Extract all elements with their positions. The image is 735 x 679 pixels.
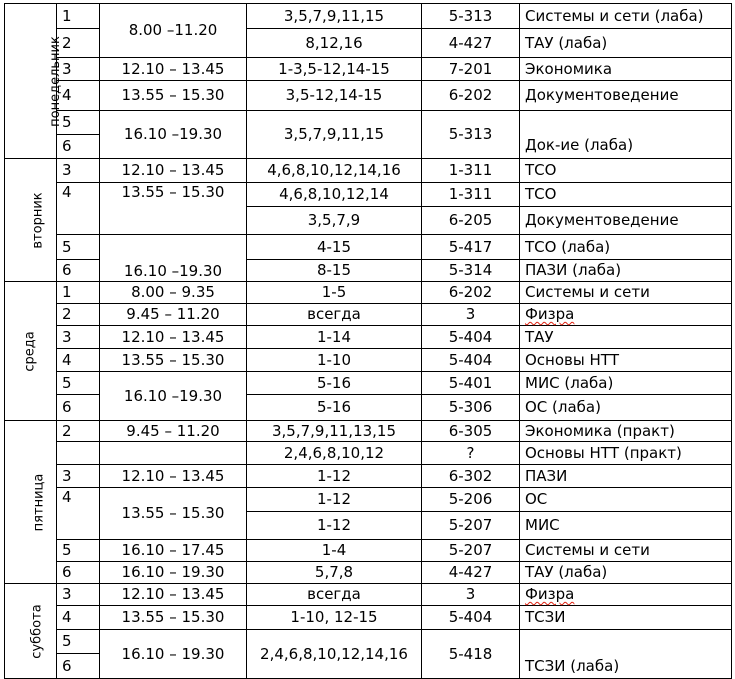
lesson-weeks: всегда (247, 304, 422, 326)
lesson-number: 3 (57, 584, 100, 606)
table-row (5, 562, 732, 584)
lesson-time: 16.10 – 19.30 (100, 562, 247, 584)
lesson-subject: Системы и сети (лаба) (520, 4, 732, 29)
lesson-subject: МИС (лаба) (520, 372, 732, 395)
lesson-weeks: 1-5 (247, 282, 422, 304)
lesson-weeks: 3,5,7,9 (247, 207, 422, 235)
lesson-room: 5-313 (422, 4, 520, 29)
lesson-number: 5 (57, 235, 100, 260)
lesson-weeks: 3,5,7,9,11,13,15 (247, 421, 422, 442)
lesson-weeks: 3,5,7,9,11,15 (247, 111, 422, 159)
lesson-time: 12.10 – 13.45 (100, 326, 247, 349)
lesson-weeks: 4-15 (247, 235, 422, 260)
table-row (5, 159, 732, 183)
lesson-weeks: 4,6,8,10,12,14,16 (247, 159, 422, 183)
lesson-weeks: 4,6,8,10,12,14 (247, 183, 422, 207)
lesson-number: 1 (57, 4, 100, 29)
lesson-room: 1-311 (422, 159, 520, 183)
table-row (5, 421, 732, 442)
lesson-time: 8.00 –11.20 (100, 4, 247, 58)
table-row (5, 81, 732, 111)
lesson-room: 5-404 (422, 326, 520, 349)
lesson-weeks: 8,12,16 (247, 29, 422, 58)
lesson-number: 3 (57, 159, 100, 183)
table-row (5, 606, 732, 630)
lesson-subject: Документоведение (520, 207, 732, 235)
lesson-room: ? (422, 442, 520, 465)
table-row (5, 326, 732, 349)
lesson-room: 5-306 (422, 395, 520, 421)
lesson-time (100, 442, 247, 465)
day-label-wednesday: среда (5, 282, 57, 421)
lesson-room: 5-418 (422, 630, 520, 679)
lesson-number: 3 (57, 465, 100, 488)
lesson-room: 5-207 (422, 540, 520, 562)
table-row (5, 630, 732, 654)
table-row (5, 4, 732, 29)
lesson-number: 5 (57, 372, 100, 395)
lesson-number: 5 (57, 630, 100, 654)
lesson-room: 1-311 (422, 183, 520, 207)
lesson-subject: ТСО (520, 159, 732, 183)
lesson-time: 12.10 – 13.45 (100, 159, 247, 183)
lesson-subject: Документоведение (520, 81, 732, 111)
lesson-number: 6 (57, 654, 100, 679)
lesson-time: 16.10 – 19.30 (100, 630, 247, 679)
lesson-subject: ТСО (лаба) (520, 235, 732, 260)
table-row (5, 235, 732, 260)
lesson-room: 6-202 (422, 282, 520, 304)
lesson-room: 3 (422, 304, 520, 326)
lesson-weeks: 1-3,5-12,14-15 (247, 58, 422, 81)
lesson-room: 6-205 (422, 207, 520, 235)
lesson-number: 6 (57, 135, 100, 159)
lesson-room: 5-207 (422, 512, 520, 540)
lesson-time: 12.10 – 13.45 (100, 58, 247, 81)
table-row (5, 465, 732, 488)
lesson-subject: Системы и сети (520, 282, 732, 304)
lesson-room: 5-417 (422, 235, 520, 260)
table-row (5, 442, 732, 465)
lesson-time: 13.55 – 15.30 (100, 81, 247, 111)
day-label-monday: понедельник (5, 4, 57, 159)
lesson-room: 5-206 (422, 488, 520, 512)
lesson-subject: Физра (520, 304, 732, 326)
lesson-room: 5-401 (422, 372, 520, 395)
lesson-room: 6-305 (422, 421, 520, 442)
day-label-friday: пятница (5, 421, 57, 584)
lesson-subject: Основы НТТ (520, 349, 732, 372)
lesson-weeks: 3,5-12,14-15 (247, 81, 422, 111)
lesson-weeks: 5-16 (247, 372, 422, 395)
lesson-time: 8.00 – 9.35 (100, 282, 247, 304)
lesson-time: 9.45 – 11.20 (100, 304, 247, 326)
lesson-number: 4 (57, 606, 100, 630)
lesson-number (57, 442, 100, 465)
lesson-time: 12.10 – 13.45 (100, 584, 247, 606)
lesson-time: 16.10 –19.30 (100, 111, 247, 159)
table-row (5, 111, 732, 135)
table-row (5, 304, 732, 326)
lesson-number: 2 (57, 304, 100, 326)
table-row (5, 282, 732, 304)
lesson-subject: Системы и сети (520, 540, 732, 562)
lesson-subject: ПАЗИ (520, 465, 732, 488)
lesson-subject: ОС (520, 488, 732, 512)
lesson-weeks: 1-12 (247, 512, 422, 540)
schedule-table (4, 3, 732, 679)
lesson-room: 5-404 (422, 606, 520, 630)
lesson-weeks: 3,5,7,9,11,15 (247, 4, 422, 29)
lesson-subject: Экономика (практ) (520, 421, 732, 442)
lesson-room: 6-202 (422, 81, 520, 111)
lesson-weeks: 8-15 (247, 260, 422, 282)
lesson-number: 1 (57, 282, 100, 304)
lesson-number: 5 (57, 111, 100, 135)
lesson-subject: ТАУ (520, 326, 732, 349)
lesson-room: 5-313 (422, 111, 520, 159)
lesson-time: 12.10 – 13.45 (100, 465, 247, 488)
lesson-time: 9.45 – 11.20 (100, 421, 247, 442)
lesson-number: 3 (57, 58, 100, 81)
lesson-weeks: 1-10, 12-15 (247, 606, 422, 630)
lesson-number: 3 (57, 326, 100, 349)
lesson-time: 16.10 –19.30 (100, 235, 247, 282)
lesson-weeks: всегда (247, 584, 422, 606)
lesson-number: 6 (57, 260, 100, 282)
lesson-weeks: 1-10 (247, 349, 422, 372)
lesson-subject: ТСО (520, 183, 732, 207)
lesson-room: 4-427 (422, 29, 520, 58)
lesson-subject: ТСЗИ (520, 606, 732, 630)
lesson-time: 13.55 – 15.30 (100, 488, 247, 540)
lesson-number: 4 (57, 488, 100, 540)
lesson-weeks: 5,7,8 (247, 562, 422, 584)
lesson-weeks: 1-12 (247, 465, 422, 488)
lesson-weeks: 2,4,6,8,10,12 (247, 442, 422, 465)
lesson-time: 13.55 – 15.30 (100, 606, 247, 630)
table-row (5, 349, 732, 372)
lesson-subject: Экономика (520, 58, 732, 81)
lesson-number: 5 (57, 540, 100, 562)
lesson-time: 13.55 – 15.30 (100, 183, 247, 235)
lesson-subject: ПАЗИ (лаба) (520, 260, 732, 282)
table-row (5, 488, 732, 512)
lesson-subject: МИС (520, 512, 732, 540)
lesson-subject: ОС (лаба) (520, 395, 732, 421)
lesson-subject: ТСЗИ (лаба) (520, 630, 732, 679)
lesson-subject: ТАУ (лаба) (520, 29, 732, 58)
table-row (5, 372, 732, 395)
lesson-time: 16.10 –19.30 (100, 372, 247, 421)
lesson-room: 6-302 (422, 465, 520, 488)
lesson-number: 6 (57, 562, 100, 584)
lesson-subject: ТАУ (лаба) (520, 562, 732, 584)
lesson-room: 3 (422, 584, 520, 606)
lesson-room: 4-427 (422, 562, 520, 584)
table-row (5, 584, 732, 606)
table-row (5, 183, 732, 207)
lesson-number: 4 (57, 81, 100, 111)
lesson-weeks: 1-12 (247, 488, 422, 512)
lesson-subject: Док-ие (лаба) (520, 111, 732, 159)
lesson-room: 5-404 (422, 349, 520, 372)
lesson-number: 2 (57, 421, 100, 442)
lesson-weeks: 1-4 (247, 540, 422, 562)
lesson-number: 4 (57, 349, 100, 372)
lesson-weeks: 2,4,6,8,10,12,14,16 (247, 630, 422, 679)
lesson-subject: Физра (520, 584, 732, 606)
lesson-number: 6 (57, 395, 100, 421)
lesson-number: 4 (57, 183, 100, 235)
day-label-tuesday: вторник (5, 159, 57, 282)
lesson-subject: Основы НТТ (практ) (520, 442, 732, 465)
lesson-weeks: 1-14 (247, 326, 422, 349)
lesson-room: 7-201 (422, 58, 520, 81)
lesson-weeks: 5-16 (247, 395, 422, 421)
lesson-time: 16.10 – 17.45 (100, 540, 247, 562)
table-row (5, 58, 732, 81)
lesson-room: 5-314 (422, 260, 520, 282)
day-label-saturday: суббота (5, 584, 57, 679)
table-row (5, 540, 732, 562)
lesson-number: 2 (57, 29, 100, 58)
lesson-time: 13.55 – 15.30 (100, 349, 247, 372)
